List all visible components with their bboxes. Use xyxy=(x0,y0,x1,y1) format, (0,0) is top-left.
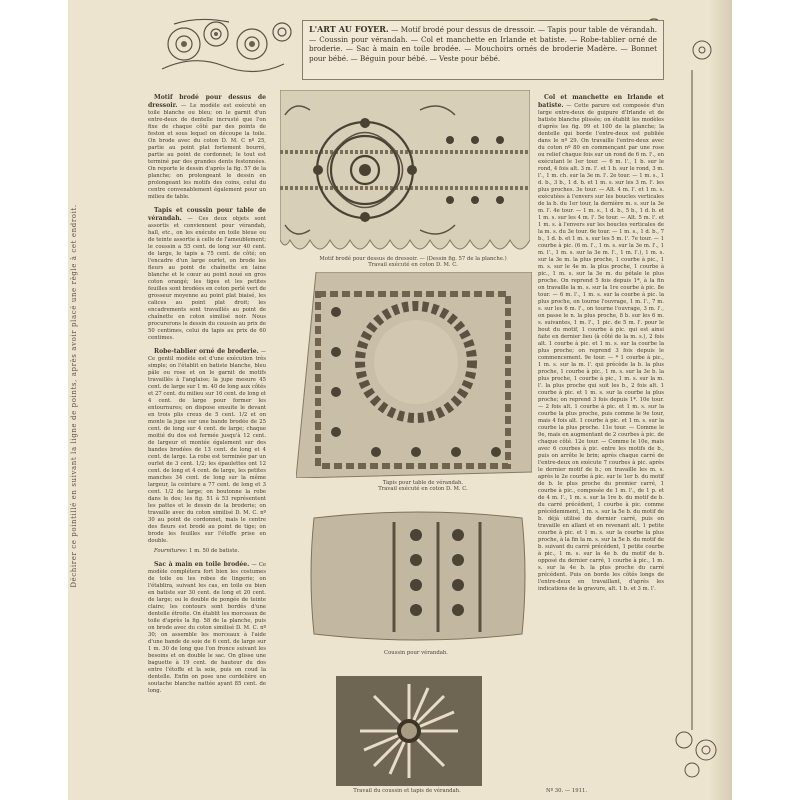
section-body-tapis: — Ces deux objets sont assortis et conviennent pour vérandah, hall, etc., on les exécute en toile bleue ou de teinte assortie à celle de l'ameublement; le coussin a 55 cent. de long sur 40 cent. de large, le tapis a 75 cent. de côté; on l'encadre d'un large ourlet, on brode les fleurs au point de chaînette en laine blanche et le cœur au point noué en gros coton orangé; les tiges et les petites feuilles sont brodées en coton perlé vert de grosseur moyenne au point plat biaisé, les calices au point plat droit; les encadrements sont travaillés au point de chaînette en coton similisé noir. Nous procurerons le dessin du coussin au prix de 50 centimes, celui du tapis au prix de 60 centimes. xyxy=(148,216,266,341)
header-title-rest: — Motif brodé pour dessus de dressoir. — Tapis pour table de vérandah. — Coussin pour vérandah. — Col et manchette en Irlande et batiste. — Robe-tablier orné de broderie. — Sac à main en toile brodée. — Mouchoirs ornés de broderie Madère. — Bonnet pour bébé. — Béguin pour bébé. — Veste pour bébé. xyxy=(309,25,657,63)
photo-motif-brode xyxy=(280,90,530,258)
header-title xyxy=(309,25,657,63)
photo-detail xyxy=(336,676,482,786)
supplies-text: : 1 m. 50 de batiste. xyxy=(185,548,240,554)
section-heading-sac: Sac à main en toile brodée. xyxy=(154,561,250,568)
section-body-sac: — Ce modèle complétera fort bien les costumes de toile ou les robes de lingerie; on l'établira, suivant les cas, en toile ou bien en batiste sur 30 cent. de long et 20 cent. de large; ou le double de pongée de teinte claire; les contours sont bordés d'une dentelle étroite. On établit les morceaux de toile d'après la fig. 58 de la planche, puis on brode avec du coton similisé D. M. C. nº 30; on assemble les morceaux à l'aide d'une bande de soie de 6 cent. de large sur 1 m. 30 de long que l'on fronce suivant les besoins et on double le sac. On glisse une baguette à 19 cent. de hauteur du dos entre l'étoffe et la soie, puis on coud la dentelle. Enfin on pose une cordelière en soutache blanche nattée ayant 85 cent. de long. xyxy=(148,562,267,694)
section-heading-motif: Motif brodé pour dessus de dressoir. xyxy=(148,94,266,109)
magazine-page xyxy=(68,0,732,800)
supplies-label: Fournitures xyxy=(154,548,186,554)
embroidered-runner-illustration xyxy=(280,90,530,258)
caption-tapis xyxy=(358,480,488,492)
header-title-box xyxy=(302,20,664,80)
caption-motif-title: Motif brodé pour dessus de dressoir. — (Dessin fig. 57 de la planche.) xyxy=(319,256,507,262)
flower-detail-illustration xyxy=(336,676,482,786)
section-body-robe: — Ce gentil modèle est d'une exécution très simple; on l'établit en batiste blanche, bleu pâle ou rose et on le garnit de motifs travaillés à l'anglaise; la jupe mesure 45 cent. de large sur 1 m. 40 de long aux côtés et 27 cent. du milieu sur 16 cent. de long et 4 cent. de large pour former les entournures; on dispose ensuite le devant en trois plis creux de 5 cent. 1/2 et on monte la jupe sur une bande brodée de 25 cent. de long sur 4 cent. de large; chaque moitié du dos est fermée jusqu'à 12 cent. de largeur et montée également sur des bandes brodées de 13 cent. de long et 4 cent. de large. La robe est terminée par un ourlet de 3 cent. 1/2; les épaulettes ont 12 cent. de long et 4 cent. de large, les petites manches 34 cent. de long sur la même largeur, la ceinture a 77 cent. de long et 3 cent. 1/2 de large; on boutonne la robe dans le dos; les fig. 51 à 53 représentent les pattes et le dessin de la broderie; on travaille avec du coton similisé D. M. C. nº 30 au point de cordonnet, mais le centre des fleurs est brodé au point de tige; on brode les feuilles sur l'étoffe prise en double. xyxy=(148,349,266,544)
section-heading-robe: Robe-tablier orné de broderie. xyxy=(154,348,259,355)
section-body-col: — Cette parure est composée d'un large entre-deux de guipure d'Irlande et de batiste blanche plissée; on établit les modèles d'après les fig. 99 et 100 de la planche; la dentelle qui borde l'entre-deux est publiée dans le nº 29. On travaille l'entre-deux avec du coton nº 80 en commençant par une rose ou relief chaque fois sur un rond de 6 m. l'., en exécutant le 1er tour. — 6 m. l'., 1 b. sur le rond, 4 fois alt. 3 m. l'. et 1 b. sur le rond, 3 m. l'., 1 m. ch. sur la 3e m. l'. 2e tour. — 1 m. s., 1 d. b., 3 b., 1 d. b. et 1 m. s. sur les 3 m. l'. les plus proches. 3e tour. — Alt. 4 m. l'. et 1 m. s. exécutées à l'envers sur les boucles verticales de la b. du 1er tour, la dernière m. s. sur la 3e m. l'. 4e tour. — 1 m. s., 1 d. b., 5 b., 1 d. b. et 1 m. s. sur les 4 m. l'. 5e tour. — Alt. 5 m. l'. et 1 m. s. à l'envers sur les boucles verticales de la m. s. du 3e tour. 6e tour. — 1 m. s., 1 d. b., 7 b., 1 d. b. et 1 m. s. sur les 5 m. l'. 7e tour. — 1 courbe à pic. (6 m. l'., 1 m. s. sur la 3e m. l'., 1 m. l'., 1 m. s. sur la 3e m. l'., 1 m. l'.), 1 m. s. sur la 3e m. la plus proche, 1 courbe à pic., 1 m. s. sur le 4e m. la plus proche, 1 courbe à pic., 1 m. s. sur la 3e m. du pétale le plus proche. On reprend 5 fois depuis 1*, à la fin on travaille la m. s. sur la 1re courbe à pic. 8e tour. — 6 m. l'., 1 m. s. sur la courbe à pic. la plus proche, on tourne l'ouvrage, 1 m. l'., 7 m. s. sur les 6 m. l'., on tourne l'ouvrage, 3 m. l'., on passe le n. la plus proche, 8 b. sur les 6 m. s. suivantes, 1 m. l'., 1 pic. de 5 m. l'. pour le bout du motif, 1 courbe à pic. qui est ainsi faite en dernier lieu (à côté de la m. s.), 2 fois alt. 1 courbe à pic. et 1 m. s. sur la courbe la plus proche; on reprend 3 fois depuis le commencement. 9e tour. — * 1 courbe à pic., 1 m. s. sur la m. l'. qui précède la b. la plus proche, 1 courbe à pic., 1 m. s. sur la 3e b. la plus proche, 1 courbe à pic., 1 m. s. sur la m. l'. la plus proche qui suit les b., 2 fois alt. 1 courbe à pic. et 1 m. s. sur la courbe la plus proche; on reprend 3 fois depuis 1*. 10e tour. — 2 fois alt. 1 courbe à pic. et 1 m. s. sur la courbe la plus proche, puis comme le 9e tour, mais 4 fois alt. 1 courbe à pic. et 1 m. s. sur la courbe la plus proche. 11e tour. — Comme le 9e, mais en augmentant de 2 courbes à pic. de chaque côté. 12e tour. — Comme le 10e, mais avec 6 courbes à pic. entre les motifs de b., puis on arrête le brin; après chaque carré de l'entre-deux on exécute 7 courbes à pic. après le dernier motif de b.; on travaille les m. s. après le 2e courbe à pic. sur le 1er b. du motif de b. le plus proche du premier carré, 1 courbe à pic., composée de 1 m. l'., de 1 p. et de 4 m. l'., 1 m. s. sur la 1re b. du motif de b. du carré précédent, 1 courbe à pic. comme précédemment, 1 m. s. sur la 5e b. du motif de b. déjà utilisé du dernier carré, puis on travaille en allant et en revenant alt. 1 petite courbe à pic. et 1 m. s. sur la courbe la plus proche, à la fin la m. s. sur la 5e b. du motif de b. suivant du carré précédent, 1 petite courbe à pic., 1 m. s. sur la 4e b. du motif de b. opposé du dernier carré, 1 courbe à pic., 1 m. s. sur la 4e b. la plus proche du carré précédent. Puis on borde les côtés longs de l'entre-deux en travaillant, d'après les indications de la gravure, alt. 1 b. et 3 m. l'. xyxy=(538,103,664,592)
section-body-motif: — Le modèle est exécuté en toile blanche ou bleu; on le garnit d'un entre-deux de dentelle incrusté que l'on fixe de chaque côté par des points de feston et sous lequel on découpe la toile. On brode avec du coton D. M. C nº 25, partie au point plat fortement bourré, partie au point de cordonnet; le tout est terminé par des grandes dents festonnées. On reporte le dessin d'après la fig. 57 de la planche; on prolongeant le dessin en prolongeant les motifs des coins, celui du centre convenablement également pour un milieu de table. xyxy=(148,103,267,200)
left-column xyxy=(148,94,266,698)
issue-number: Nº 30. — 1911. xyxy=(546,788,588,794)
section-heading-tapis: Tapis et coussin pour table de vérandah. xyxy=(148,207,266,222)
caption-detail: Travail du coussin et tapis de vérandah. xyxy=(353,788,461,794)
photo-coussin xyxy=(306,500,530,650)
margin-note: Déchirer ce pointillé en suivant la ligne de points, après avoir placé une règle à cet endroit. xyxy=(70,204,78,588)
table-cover-illustration xyxy=(296,272,532,478)
caption-motif-sub: Travail exécuté en coton D. M. C. xyxy=(368,262,458,268)
cushion-illustration xyxy=(306,500,530,650)
photo-tapis xyxy=(296,272,532,478)
caption-tapis-title: Tapis pour table de vérandah. xyxy=(382,480,464,486)
section-heading-col: Col et manchette en Irlande et batiste. xyxy=(538,94,664,109)
right-column xyxy=(538,94,664,596)
caption-tapis-sub: Travail exécuté en coton D. M. C. xyxy=(378,486,468,492)
right-border-ornament xyxy=(662,10,732,790)
margin-strip xyxy=(68,0,84,800)
header-title-bold: L'ART AU FOYER. xyxy=(309,24,389,34)
caption-coussin: Coussin pour vérandah. xyxy=(384,650,448,656)
caption-motif xyxy=(308,256,518,268)
page-header xyxy=(154,14,669,80)
